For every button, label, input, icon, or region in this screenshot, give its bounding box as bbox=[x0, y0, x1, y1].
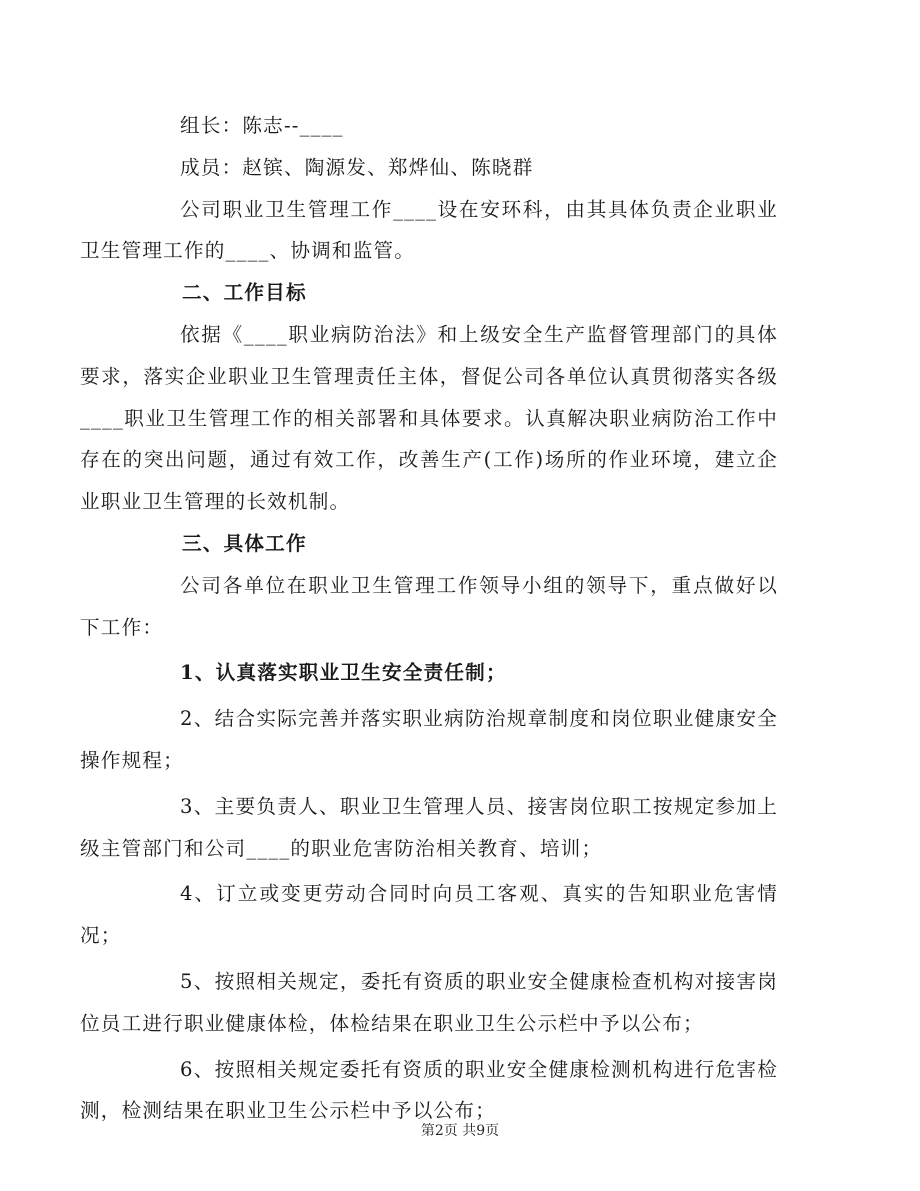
list-item-3: 3、主要负责人、职业卫生管理人员、接害岗位职工按规定参加上级主管部门和公司____的职业危害防治相关教育、培训； bbox=[80, 794, 778, 860]
list-item-1: 1、认真落实职业卫生安全责任制； bbox=[180, 661, 507, 685]
members-line: 成员：赵镔、陶源发、郑烨仙、陈晓群 bbox=[180, 155, 534, 179]
page-number-footer: 第2页 共9页 bbox=[420, 1123, 500, 1139]
section-3-intro: 公司各单位在职业卫生管理工作领导小组的领导下，重点做好以下工作： bbox=[80, 573, 778, 639]
office-paragraph: 公司职业卫生管理工作____设在安环科，由其具体负责企业职业卫生管理工作的____、协调和监管。 bbox=[80, 197, 778, 263]
list-item-5: 5、按照相关规定，委托有资质的职业安全健康检查机构对接害岗位员工进行职业健康体检，体检结果在职业卫生公示栏中予以公布； bbox=[80, 969, 778, 1035]
document-body bbox=[80, 105, 778, 1132]
section-2-heading: 二、工作目标 bbox=[182, 281, 307, 305]
section-3-heading: 三、具体工作 bbox=[182, 531, 307, 555]
leader-line: 组长：陈志--____ bbox=[180, 114, 344, 137]
section-2-body: 依据《____职业病防治法》和上级安全生产监督管理部门的具体要求，落实企业职业卫生管理责任主体，督促公司各单位认真贯彻落实各级____职业卫生管理工作的相关部署和具体要求。认真解决职业病防治工作中存在的突出问题，通过有效工作，改善生产(工作)场所的作业环境，建立企业职业卫生管理的长效机制。 bbox=[80, 322, 778, 514]
list-item-6: 6、按照相关规定委托有资质的职业安全健康检测机构进行危害检测，检测结果在职业卫生公示栏中予以公布； bbox=[80, 1057, 778, 1123]
list-item-2: 2、结合实际完善并落实职业病防治规章制度和岗位职业健康安全操作规程； bbox=[80, 707, 778, 772]
list-item-4: 4、订立或变更劳动合同时向员工客观、真实的告知职业危害情况； bbox=[80, 882, 778, 948]
